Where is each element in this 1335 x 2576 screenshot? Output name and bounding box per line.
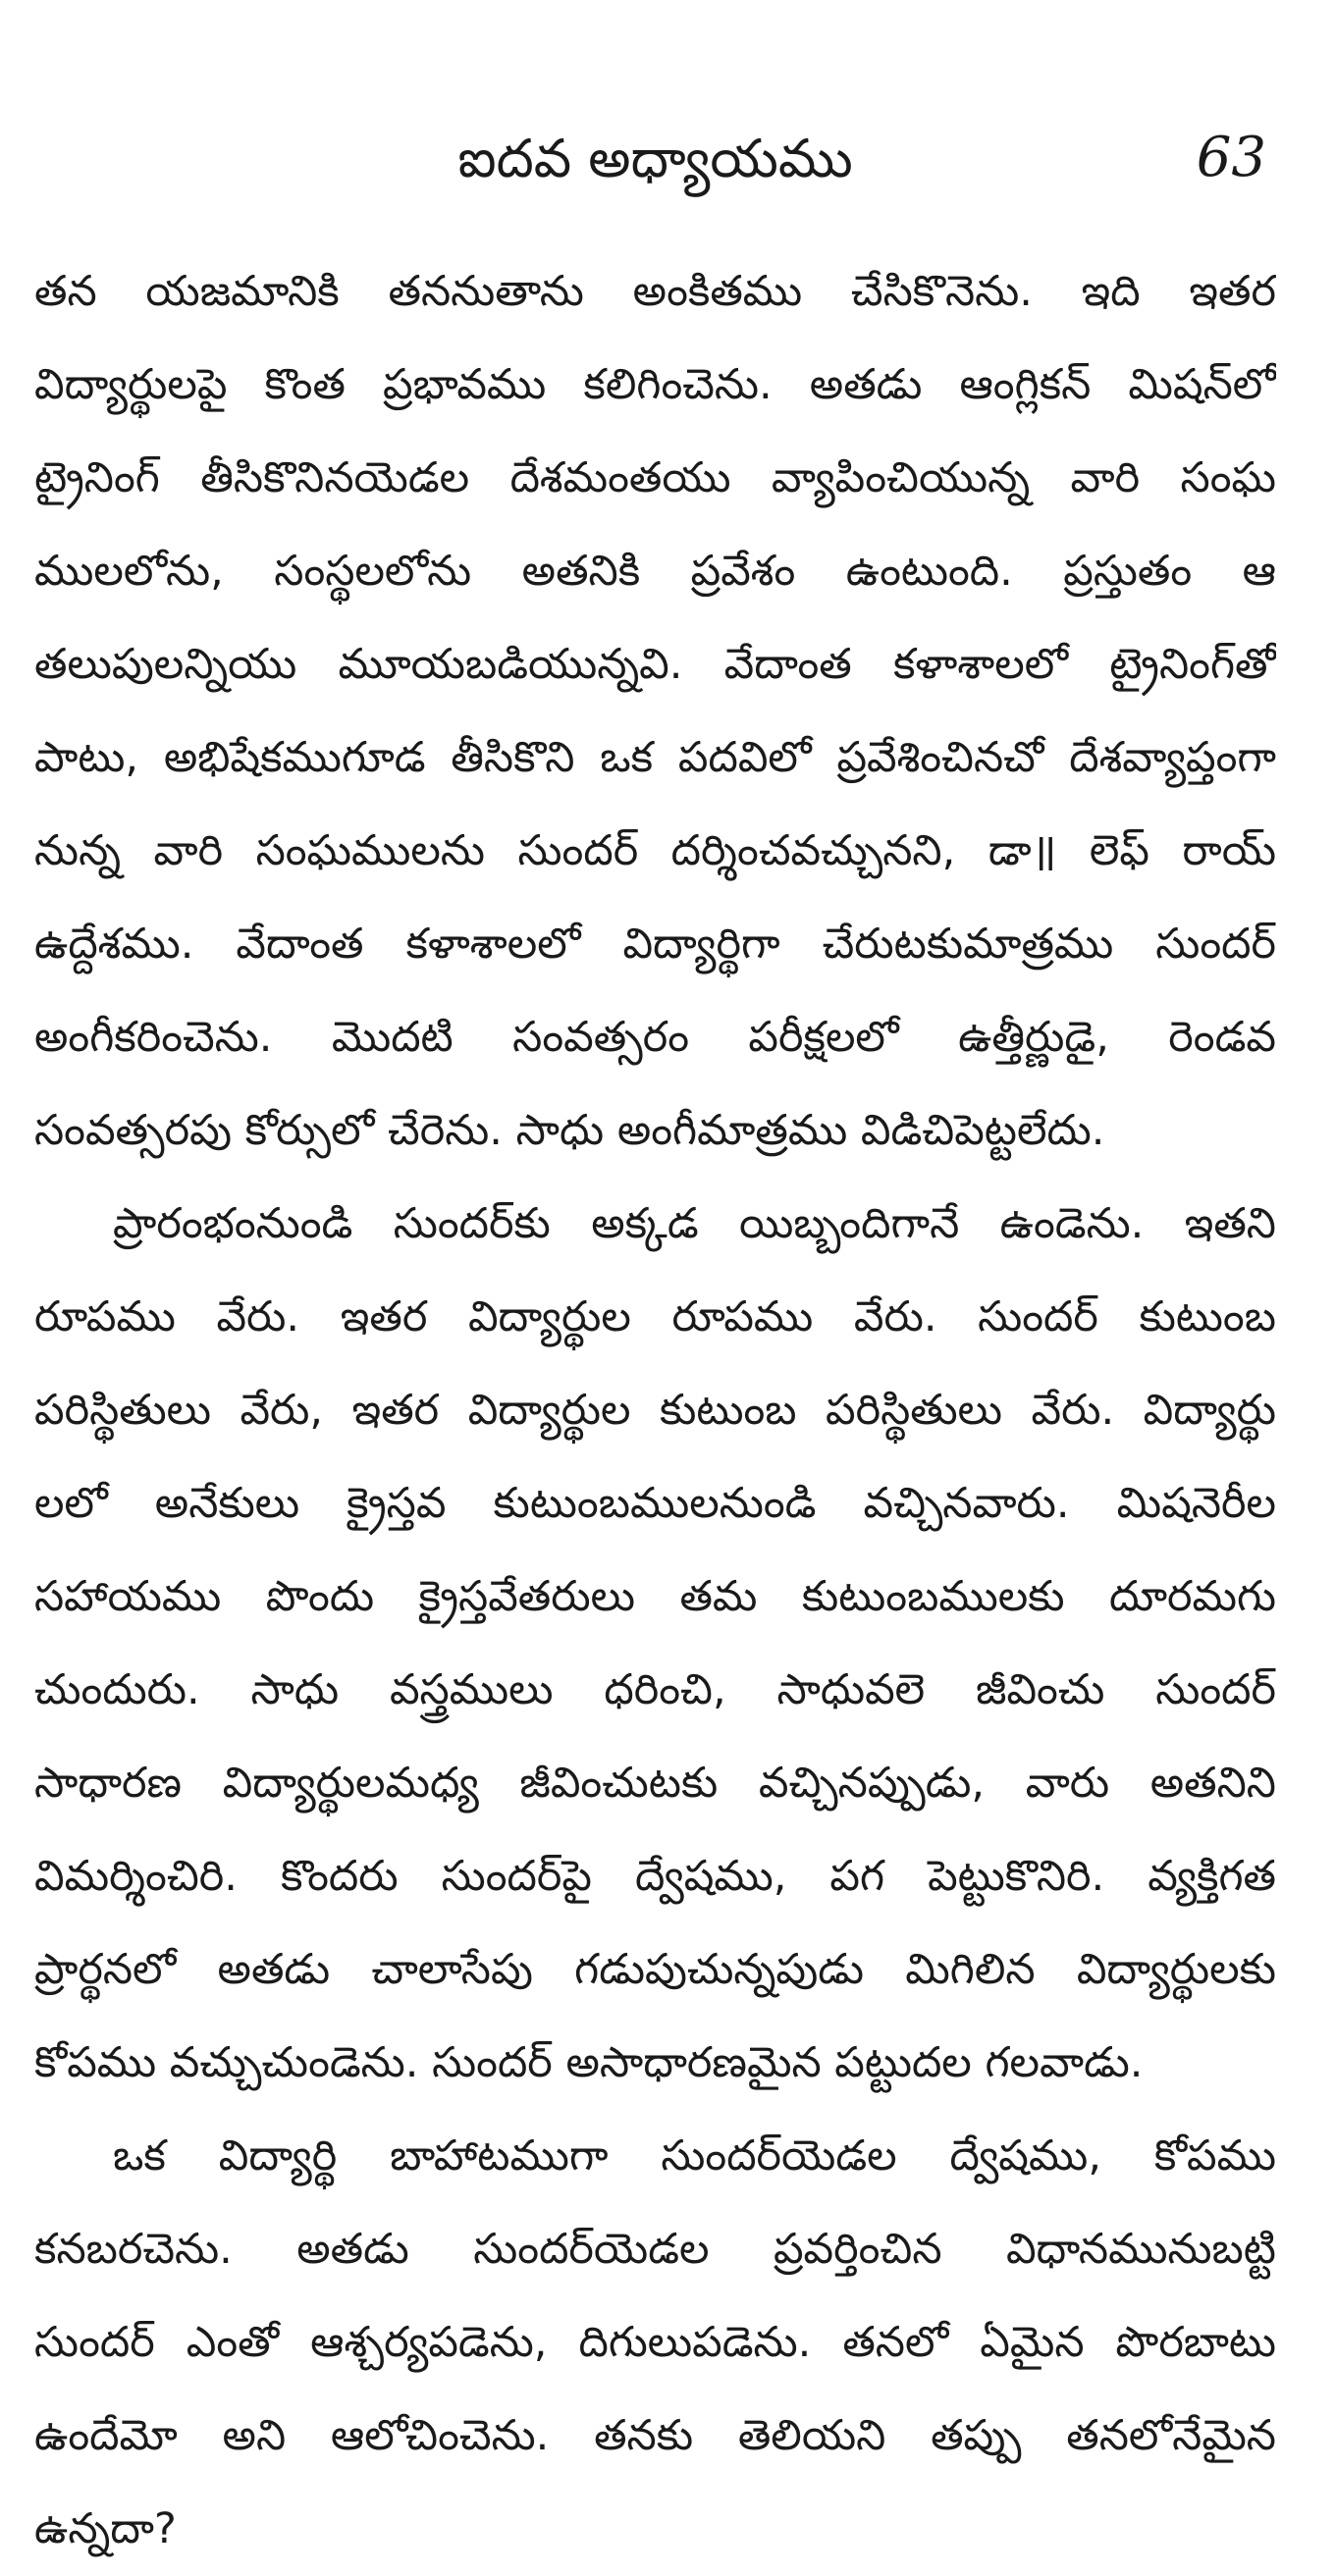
text-line: రూపము వేరు. ఇతర విద్యార్థుల రూపము వేరు. సుందర్ కుటుంబ xyxy=(34,1292,1276,1341)
text-line: నున్న వారి సంఘములను సుందర్ దర్శించవచ్చునని, డా॥ లెఫ్ రాయ్ xyxy=(34,826,1276,875)
text-line: ప్రార్థనలో అతడు చాలాసేపు గడుపుచున్నపుడు మిగిలిన విద్యార్థులకు xyxy=(34,1945,1276,1994)
page-number: 63 xyxy=(1196,126,1266,189)
text-line: ములలోను, సంస్థలలోను అతనికి ప్రవేశం ఉంటుంది. ప్రస్తుతం ఆ xyxy=(34,547,1276,596)
text-line: తలుపులన్నియు మూయబడియున్నవి. వేదాంత కళాశాలలో ట్రైనింగ్‌తో xyxy=(34,640,1276,689)
text-line: కనబరచెను. అతడు సుందర్‌యెడల ప్రవర్తించిన విధానమునుబట్టి xyxy=(34,2225,1276,2274)
text-line: పరిస్థితులు వేరు, ఇతర విద్యార్థుల కుటుంబ పరిస్థితులు వేరు. విద్యార్థు xyxy=(34,1386,1276,1435)
body-text xyxy=(34,245,1276,2576)
text-line: సుందర్ ఎంతో ఆశ్చర్యపడెను, దిగులుపడెను. తనలో ఏమైన పొరబాటు xyxy=(34,2318,1276,2367)
text-line: సాధారణ విద్యార్థులమధ్య జీవించుటకు వచ్చినప్పుడు, వారు అతనిని xyxy=(34,1759,1276,1808)
text-line: కోపము వచ్చుచుండెను. సుందర్ అసాధారణమైన పట్టుదల గలవాడు. xyxy=(34,2038,1144,2087)
text-line: సంవత్సరపు కోర్సులో చేరెను. సాధు అంగీమాత్రము విడిచిపెట్టలేదు. xyxy=(34,1106,1105,1155)
text-line: విద్యార్థులపై కొంత ప్రభావము కలిగించెను. అతడు ఆంగ్లికన్ మిషన్‌లో xyxy=(34,360,1276,409)
text-line: ఉద్దేశము. వేదాంత కళాశాలలో విద్యార్థిగా చేరుటకుమాత్రము సుందర్ xyxy=(34,920,1276,969)
text-line: లలో అనేకులు క్రైస్తవ కుటుంబములనుండి వచ్చినవారు. మిషనెరీల xyxy=(34,1479,1276,1528)
text-line: ప్రారంభంనుండి సుందర్‌కు అక్కడ యిబ్బందిగానే ఉండెను. ఇతని xyxy=(113,1199,1276,1248)
page-header xyxy=(34,108,1276,216)
paragraph-3 xyxy=(34,2110,1276,2576)
text-line: విమర్శించిరి. కొందరు సుందర్‌పై ద్వేషము, పగ పెట్టుకొనిరి. వ్యక్తిగత xyxy=(34,1852,1276,1901)
paragraph-1 xyxy=(34,245,1276,1178)
text-line: అంగీకరించెను. మొదటి సంవత్సరం పరీక్షలలో ఉత్తీర్ణుడై, రెండవ xyxy=(34,1013,1276,1062)
text-line: సహాయము పొందు క్రైస్తవేతరులు తమ కుటుంబములకు దూరమగు xyxy=(34,1572,1276,1621)
chapter-title: ఐదవ అధ్యాయము xyxy=(457,128,853,189)
text-line: ఉన్నదా? xyxy=(34,2504,177,2553)
text-line: ఒక విద్యార్థి బాహాటముగా సుందర్‌యెడల ద్వేషము, కోపము xyxy=(113,2131,1276,2181)
text-line: చుందురు. సాధు వస్త్రములు ధరించి, సాధువలె జీవించు సుందర్ xyxy=(34,1665,1276,1714)
text-line: పాటు, అభిషేకముగూడ తీసికొని ఒక పదవిలో ప్రవేశించినచో దేశవ్యాప్తంగా xyxy=(34,733,1276,782)
text-line: తన యజమానికి తననుతాను అంకితము చేసికొనెను. ఇది ఇతర xyxy=(34,267,1276,316)
text-line: ట్రైనింగ్ తీసికొనినయెడల దేశమంతయు వ్యాపించియున్న వారి సంఘ xyxy=(34,453,1276,502)
text-line: ఉందేమో అని ఆలోచించెను. తనకు తెలియని తప్పు తనలోనేమైన xyxy=(34,2411,1276,2460)
paragraph-2 xyxy=(34,1178,1276,2110)
